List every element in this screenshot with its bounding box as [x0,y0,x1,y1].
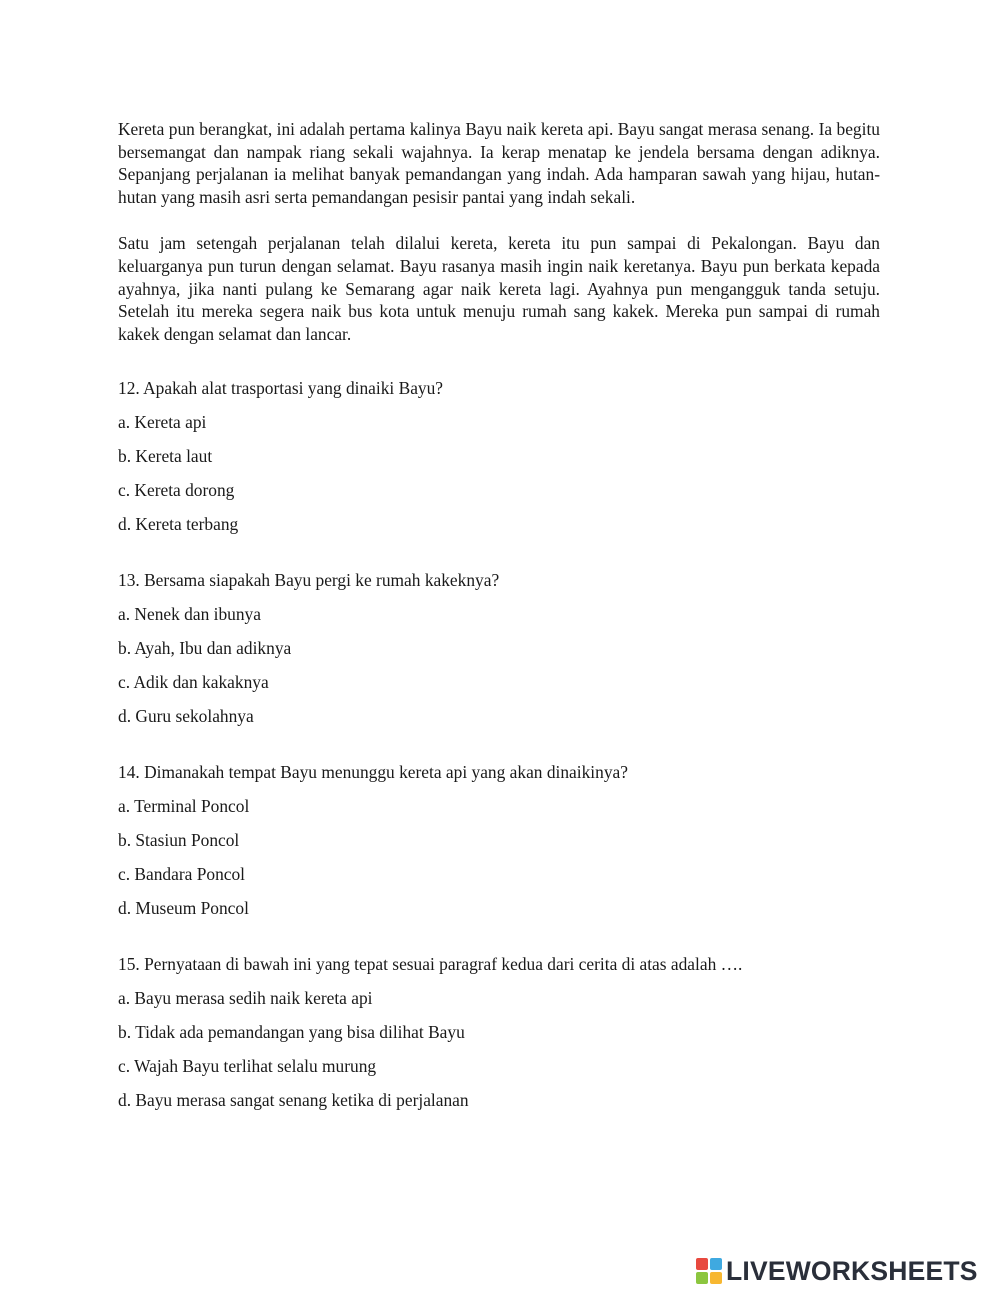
logo-square-yellow [710,1272,722,1284]
question-text: 15. Pernyataan di bawah ini yang tepat sesuai paragraf kedua dari cerita di atas adalah …. [118,954,743,975]
option-13d[interactable]: d. Guru sekolahnya [118,706,254,727]
option-15d[interactable]: d. Bayu merasa sangat senang ketika di perjalanan [118,1090,469,1111]
story-paragraph-1: Kereta pun berangkat, ini adalah pertama kalinya Bayu naik kereta api. Bayu sangat merasa senang. Ia begitu bersemangat dan nampak riang sekali wajahnya. Ia kerap menatap ke jendela bersama dengan adiknya. Sepanjang perjalanan ia melihat banyak pemandangan yang indah. Ada hamparan sawah yang hijau, hutan- hutan yang masih asri serta pemandangan pesisir pantai yang indah sekali. [118,119,880,207]
option-13a[interactable]: a. Nenek dan ibunya [118,604,261,625]
question-text: 12. Apakah alat trasportasi yang dinaiki Bayu? [118,378,444,399]
worksheet-page [118,118,880,1111]
story-paragraph-2: Satu jam setengah perjalanan telah dilalui kereta, kereta itu pun sampai di Pekalongan. Bayu dan keluarganya pun turun dengan selamat. Bayu rasanya masih ingin naik keretanya. Bayu pun berkata kepada ayahnya, jika nanti pulang ke Semarang agar naik kereta lagi. Ayahnya pun mengangguk tanda setuju. Setelah itu mereka segera naik bus kota untuk menuju rumah sang kakek. Mereka pun sampai di rumah kakek dengan selamat dan lancar. [118,233,880,344]
story-text [118,118,880,345]
logo-text: LIVEWORKSHEETS [726,1256,978,1286]
question-text: 13. Bersama siapakah Bayu pergi ke rumah kakeknya? [118,570,500,591]
logo-square-red [696,1258,708,1270]
option-12b[interactable]: b. Kereta laut [118,446,213,467]
option-15c[interactable]: c. Wajah Bayu terlihat selalu murung [118,1056,377,1077]
option-15b[interactable]: b. Tidak ada pemandangan yang bisa dilihat Bayu [118,1022,465,1043]
question-13 [118,569,880,727]
liveworksheets-logo [696,1254,978,1288]
option-12c[interactable]: c. Kereta dorong [118,480,235,501]
option-14a[interactable]: a. Terminal Poncol [118,796,250,817]
question-14 [118,761,880,919]
question-text: 14. Dimanakah tempat Bayu menunggu kereta api yang akan dinaikinya? [118,762,628,783]
liveworksheets-logo-icon [696,1258,722,1284]
option-13b[interactable]: b. Ayah, Ibu dan adiknya [118,638,292,659]
option-14d[interactable]: d. Museum Poncol [118,898,249,919]
logo-square-green [696,1272,708,1284]
option-14b[interactable]: b. Stasiun Poncol [118,830,240,851]
option-12a[interactable]: a. Kereta api [118,412,207,433]
option-14c[interactable]: c. Bandara Poncol [118,864,246,885]
logo-square-blue [710,1258,722,1270]
question-15 [118,953,880,1111]
option-15a[interactable]: a. Bayu merasa sedih naik kereta api [118,988,373,1009]
option-12d[interactable]: d. Kereta terbang [118,514,239,535]
question-12 [118,377,880,535]
option-13c[interactable]: c. Adik dan kakaknya [118,672,269,693]
